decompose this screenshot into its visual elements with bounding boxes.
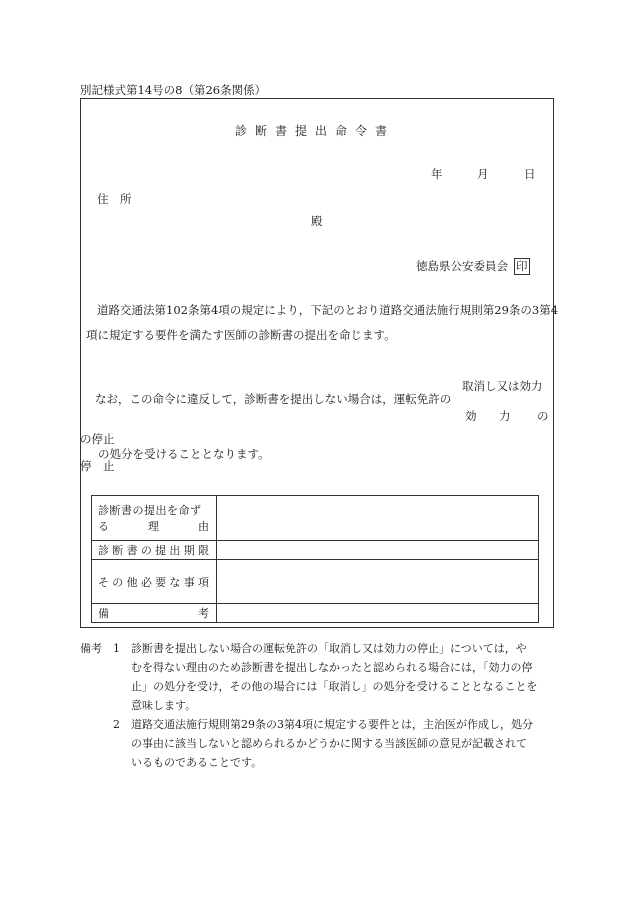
issuer: [416, 258, 530, 275]
remark-1-line-4: 意味します。: [131, 699, 197, 712]
notice-penalty-label: 停 止: [80, 459, 115, 473]
notice-penalty-text: の処分を受けることとなります。: [98, 447, 270, 461]
detail-table: [91, 495, 539, 623]
row-value-other[interactable]: [217, 560, 539, 604]
row-value-reason[interactable]: [217, 496, 539, 541]
table-row: [92, 604, 539, 623]
address-label: 住 所: [97, 192, 132, 206]
date-month: 月: [477, 167, 489, 181]
body-line-2: 項に規定する要件を満たす医師の診断書の提出を命じます。: [86, 328, 396, 342]
row-label-reason-line2: る 理 由: [98, 520, 210, 533]
body-line-1: 道路交通法第102条第4項の規定により，下記のとおり道路交通法施行規則第29条の3第4: [97, 303, 559, 317]
date-year: 年: [431, 167, 443, 181]
row-label-deadline: 診断書の提出期限: [92, 541, 217, 560]
honorific: 殿: [311, 214, 323, 228]
row-label-other: その他必要な事項: [92, 560, 217, 604]
notice-option-top: 取消し又は効力: [462, 379, 543, 393]
remark-2-line-1: 道路交通法施行規則第29条の3第4項に規定する要件とは，主治医が作成し，処分: [131, 718, 533, 731]
row-label-reason: [92, 496, 217, 541]
remark-1-number: 1: [113, 642, 120, 655]
remarks-label: 備考: [80, 642, 102, 655]
notice-option-bottom-1: 効: [465, 409, 477, 423]
remark-1-line-2: むを得ない理由のため診断書を提出しなかったと認められる場合には，「効力の停: [131, 661, 533, 674]
seal-stamp: 印: [516, 259, 528, 273]
date-day: 日: [524, 167, 536, 181]
form-id: 別記様式第14号の8（第26条関係）: [80, 83, 267, 97]
remark-2-line-3: いるものであることです。: [131, 756, 263, 769]
row-value-remarks[interactable]: [217, 604, 539, 623]
row-label-reason-line1: 診断書の提出を命ず: [98, 504, 202, 517]
table-row: [92, 541, 539, 560]
notice-option-bottom-2: 力: [499, 409, 511, 423]
table-row: [92, 560, 539, 604]
notice-continued: の停止: [80, 432, 115, 446]
remark-1-line-1: 診断書を提出しない場合の運転免許の「取消し又は効力の停止」については，や: [131, 642, 527, 655]
notice-option-bottom-3: の: [537, 409, 549, 423]
notice-main: なお，この命令に違反して，診断書を提出しない場合は，運転免許の: [95, 392, 452, 406]
remark-2-line-2: の事由に該当しないと認められるかどうかに関する当該医師の意見が記載されて: [131, 737, 527, 750]
issuer-name: 徳島県公安委員会: [416, 259, 508, 273]
remark-2-number: 2: [113, 718, 120, 731]
remark-1-line-3: 止」の処分を受け，その他の場合には「取消し」の処分を受けることとなることを: [131, 680, 538, 693]
row-label-remarks: 備 考: [92, 604, 217, 623]
page-title: 診断書提出命令書: [234, 124, 395, 138]
row-value-deadline[interactable]: [217, 541, 539, 560]
table-row: [92, 496, 539, 541]
